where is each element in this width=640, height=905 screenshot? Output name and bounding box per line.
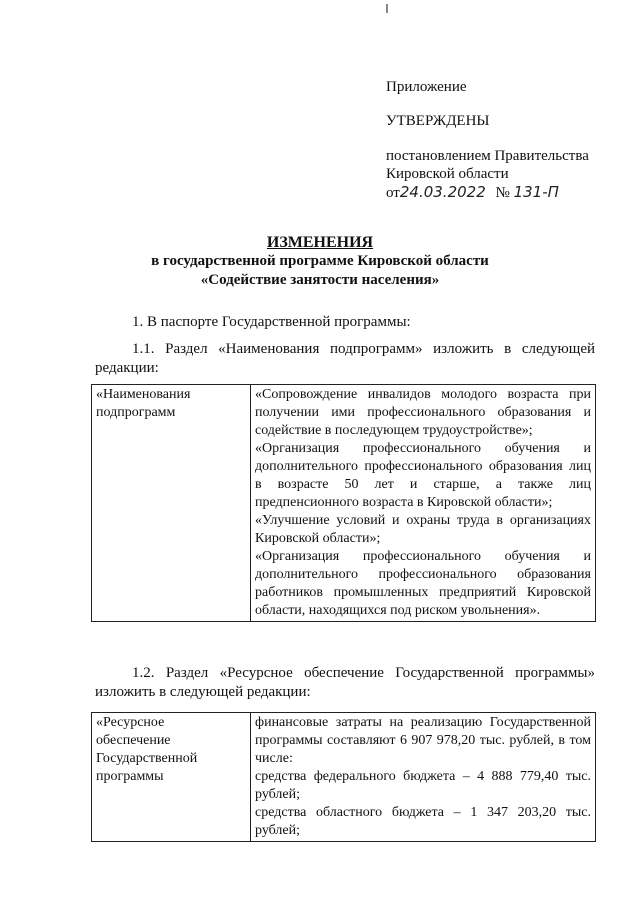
resources-content-cell [251, 713, 596, 842]
document-subtitle-2: «Содействие занятости населения» [200, 272, 440, 288]
section-1-1-text: 1.1. Раздел «Наименования подпрограмм» изложить в следующей редакции: [95, 341, 595, 376]
funding-regional: средства областного бюджета – 1 347 203,20 тыс. рублей; [255, 805, 591, 838]
section-1-2-text: 1.2. Раздел «Ресурсное обеспечение Государственной программы» изложить в следующей редакции: [95, 665, 595, 700]
funding-federal: средства федерального бюджета – 4 888 779,40 тыс. рублей; [255, 769, 591, 802]
funding-total: финансовые затраты на реализацию Государственной программы составляют 6 907 978,20 тыс. рублей, в том числе: [255, 715, 591, 766]
subprogram-item: «Сопровождение инвалидов молодого возраста при получении ими профессионального образования и содействие в последующем трудоустройстве»; [255, 387, 591, 438]
table-row [92, 713, 596, 842]
resolution-line-2: Кировской области [386, 166, 509, 182]
date-number-line [386, 183, 589, 202]
subprogram-item: «Организация профессионального обучения и дополнительного профессионального образования лиц в возрасте 50 лет и старше, а также лиц предпенсионного возраста в Кировской области»; [255, 441, 591, 510]
scan-mark [386, 4, 388, 13]
subprogram-item: «Организация профессионального обучения и дополнительного профессионального образования работников промышленных предприятий Кировской области, находящихся под риском увольнения». [255, 549, 591, 618]
resources-label-line: обеспечение [96, 733, 171, 748]
subprograms-list-cell [251, 385, 596, 622]
approved-label: УТВЕРЖДЕНЫ [386, 113, 490, 129]
document-title: ИЗМЕНЕНИЯ [266, 234, 374, 251]
table-row [92, 385, 596, 622]
handwritten-number: 131-П [513, 183, 559, 201]
resources-label-line: Государственной [96, 751, 198, 766]
resolution-line-1: постановлением Правительства [386, 148, 589, 164]
subprograms-label-cell: «Наименования подпрограмм [92, 385, 251, 622]
subprograms-table [91, 384, 596, 622]
document-subtitle-1: в государственной программе Кировской области [151, 253, 489, 269]
resources-table [91, 712, 596, 842]
approval-block [386, 78, 589, 202]
subprogram-item: «Улучшение условий и охраны труда в организациях Кировской области»; [255, 513, 591, 546]
document-heading [0, 233, 640, 290]
resources-label-line: программы [96, 769, 164, 784]
date-prefix: от [386, 185, 400, 201]
number-prefix: № [495, 185, 510, 201]
section-1-text: 1. В паспорте Государственной программы: [132, 314, 411, 330]
resources-label-line: «Ресурсное [96, 715, 165, 730]
appendix-label: Приложение [386, 79, 467, 95]
resources-label-cell [92, 713, 251, 842]
handwritten-date: 24.03.2022 [399, 183, 486, 201]
